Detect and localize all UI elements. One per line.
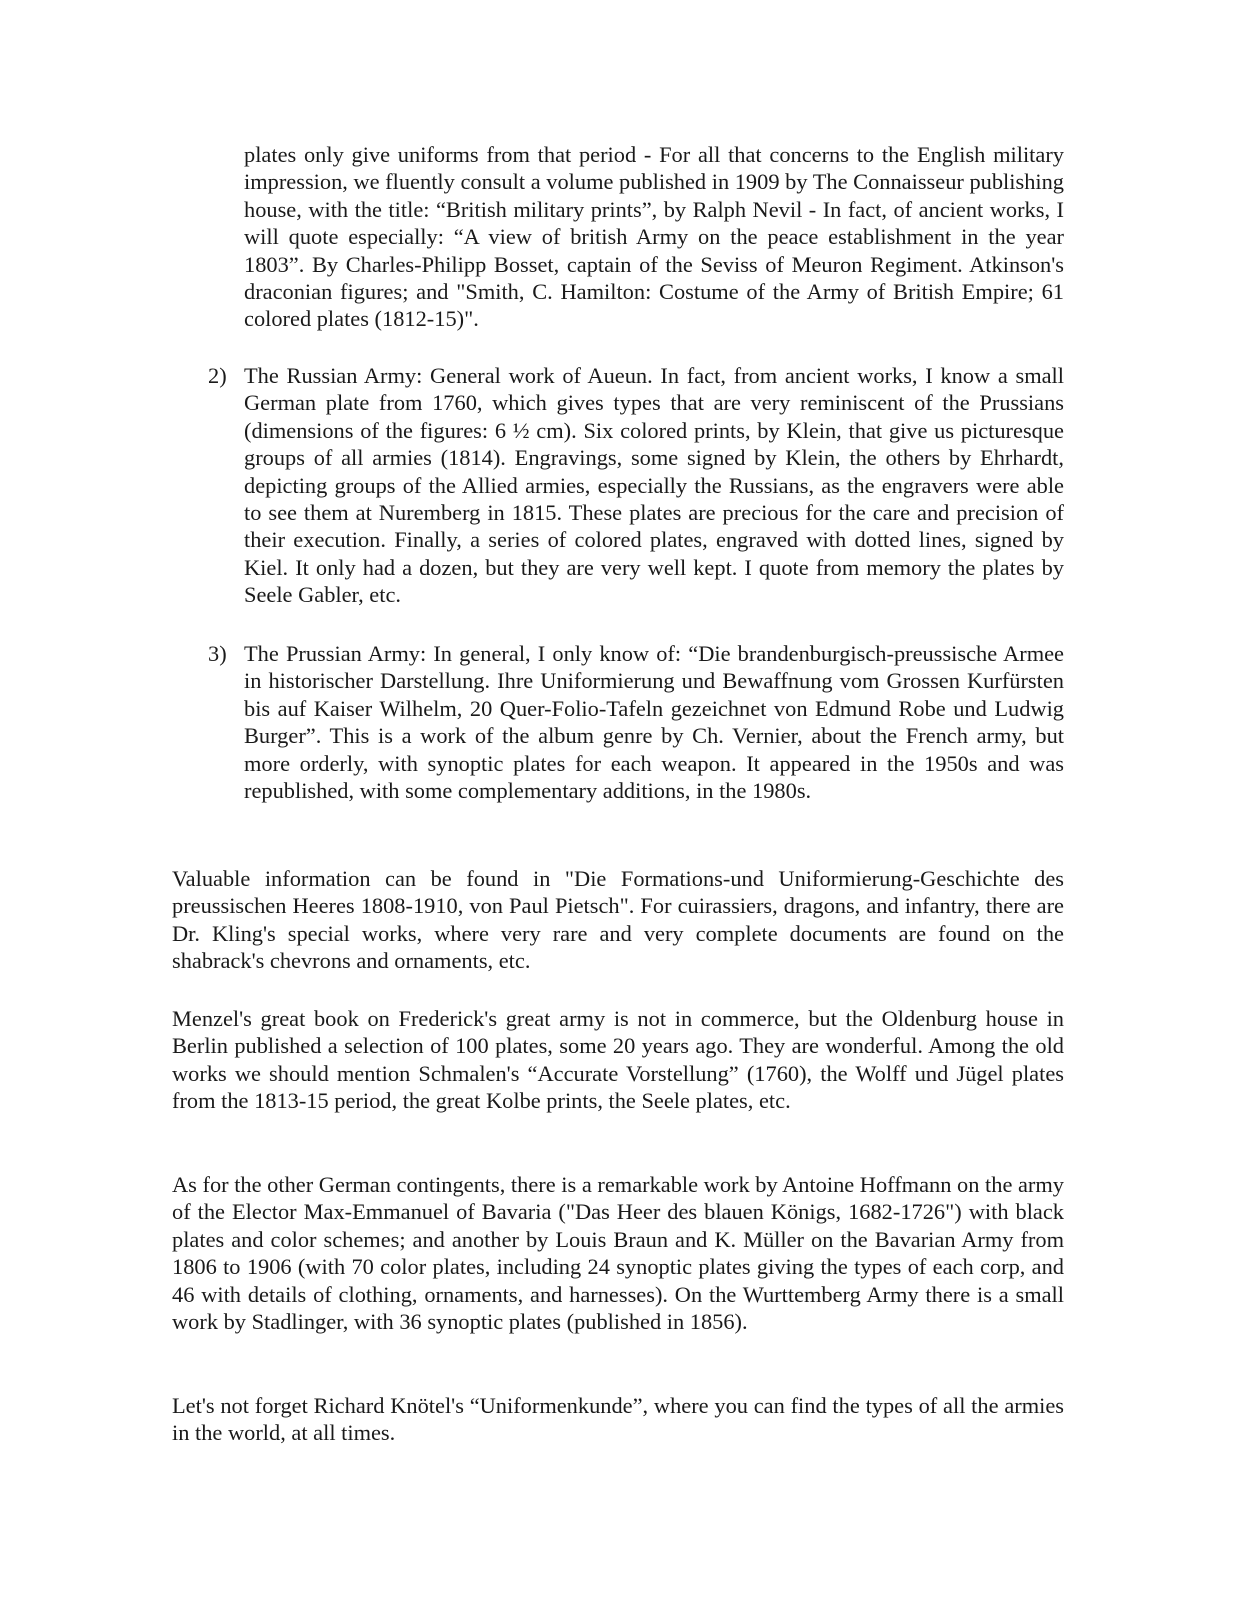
paragraph: As for the other German contingents, there is a remarkable work by Antoine Hoffmann on the army of the Elector Max-Emmanuel of Bavaria ("Das Heer des blauen Königs, 1682-1726") with black plates and color schemes; and another by Louis Braun and K. Müller on the Bavarian Army from 1806 to 1906 (with 70 color plates, including 24 synoptic plates giving the types of each corp, and 46 with details of clothing, ornaments, and harnesses). On the Wurttemberg Army there is a small work by Stadlinger, with 36 synoptic plates (published in 1856). bbox=[172, 1172, 1064, 1335]
paragraph: Valuable information can be found in "Die Formations-und Uniformierung-Geschichte des preussischen Heeres 1808-1910, von Paul Pietsch". For cuirassiers, dragons, and infantry, there are Dr. Kling's special works, where very rare and very complete documents are found on the shabrack's chevrons and ornaments, etc. bbox=[172, 866, 1064, 974]
list-item-number: 3) bbox=[208, 641, 227, 666]
paragraph: Let's not forget Richard Knötel's “Uniformenkunde”, where you can find the types of all the armies in the world, at all times. bbox=[172, 1393, 1064, 1446]
continued-paragraph: plates only give uniforms from that period - For all that concerns to the English military impression, we fluently consult a volume published in 1909 by The Connaisseur publishing house, with the title: “British military prints”, by Ralph Nevil - In fact, of ancient works, I will quote especially: “A view of british Army on the peace establishment in the year 1803”. By Charles-Philipp Bosset, captain of the Seviss of Meuron Regiment. Atkinson's draconian figures; and "Smith, C. Hamilton: Costume of the Army of British Empire; 61 colored plates (1812-15)". bbox=[244, 142, 1064, 332]
list-item-number: 2) bbox=[208, 363, 227, 388]
list-item-text: The Russian Army: General work of Aueun. In fact, from ancient works, I know a small German plate from 1760, which gives types that are very reminiscent of the Prussians (dimensions of the figures: 6 ½ cm). Six colored prints, by Klein, that give us picturesque groups of all armies (1814). Engravings, some signed by Klein, the others by Ehrhardt, depicting groups of the Allied armies, especially the Russians, as the engravers were able to see them at Nuremberg in 1815. These plates are precious for the care and precision of their execution. Finally, a series of colored plates, engraved with dotted lines, signed by Kiel. It only had a dozen, but they are very well kept. I quote from memory the plates by Seele Gabler, etc. bbox=[244, 363, 1064, 608]
list-item-text: The Prussian Army: In general, I only know of: “Die brandenburgisch-preussische Armee in historischer Darstellung. Ihre Uniformierung und Bewaffnung vom Grossen Kurfürsten bis auf Kaiser Wilhelm, 20 Quer-Folio-Tafeln gezeichnet von Edmund Robe und Ludwig Burger”. This is a work of the album genre by Ch. Vernier, about the French army, but more orderly, with synoptic plates for each weapon. It appeared in the 1950s and was republished, with some complementary additions, in the 1980s. bbox=[244, 641, 1064, 804]
paragraph: Menzel's great book on Frederick's great army is not in commerce, but the Oldenburg house in Berlin published a selection of 100 plates, some 20 years ago. They are wonderful. Among the old works we should mention Schmalen's “Accurate Vorstellung” (1760), the Wolff und Jügel plates from the 1813-15 period, the great Kolbe prints, the Seele plates, etc. bbox=[172, 1006, 1064, 1114]
